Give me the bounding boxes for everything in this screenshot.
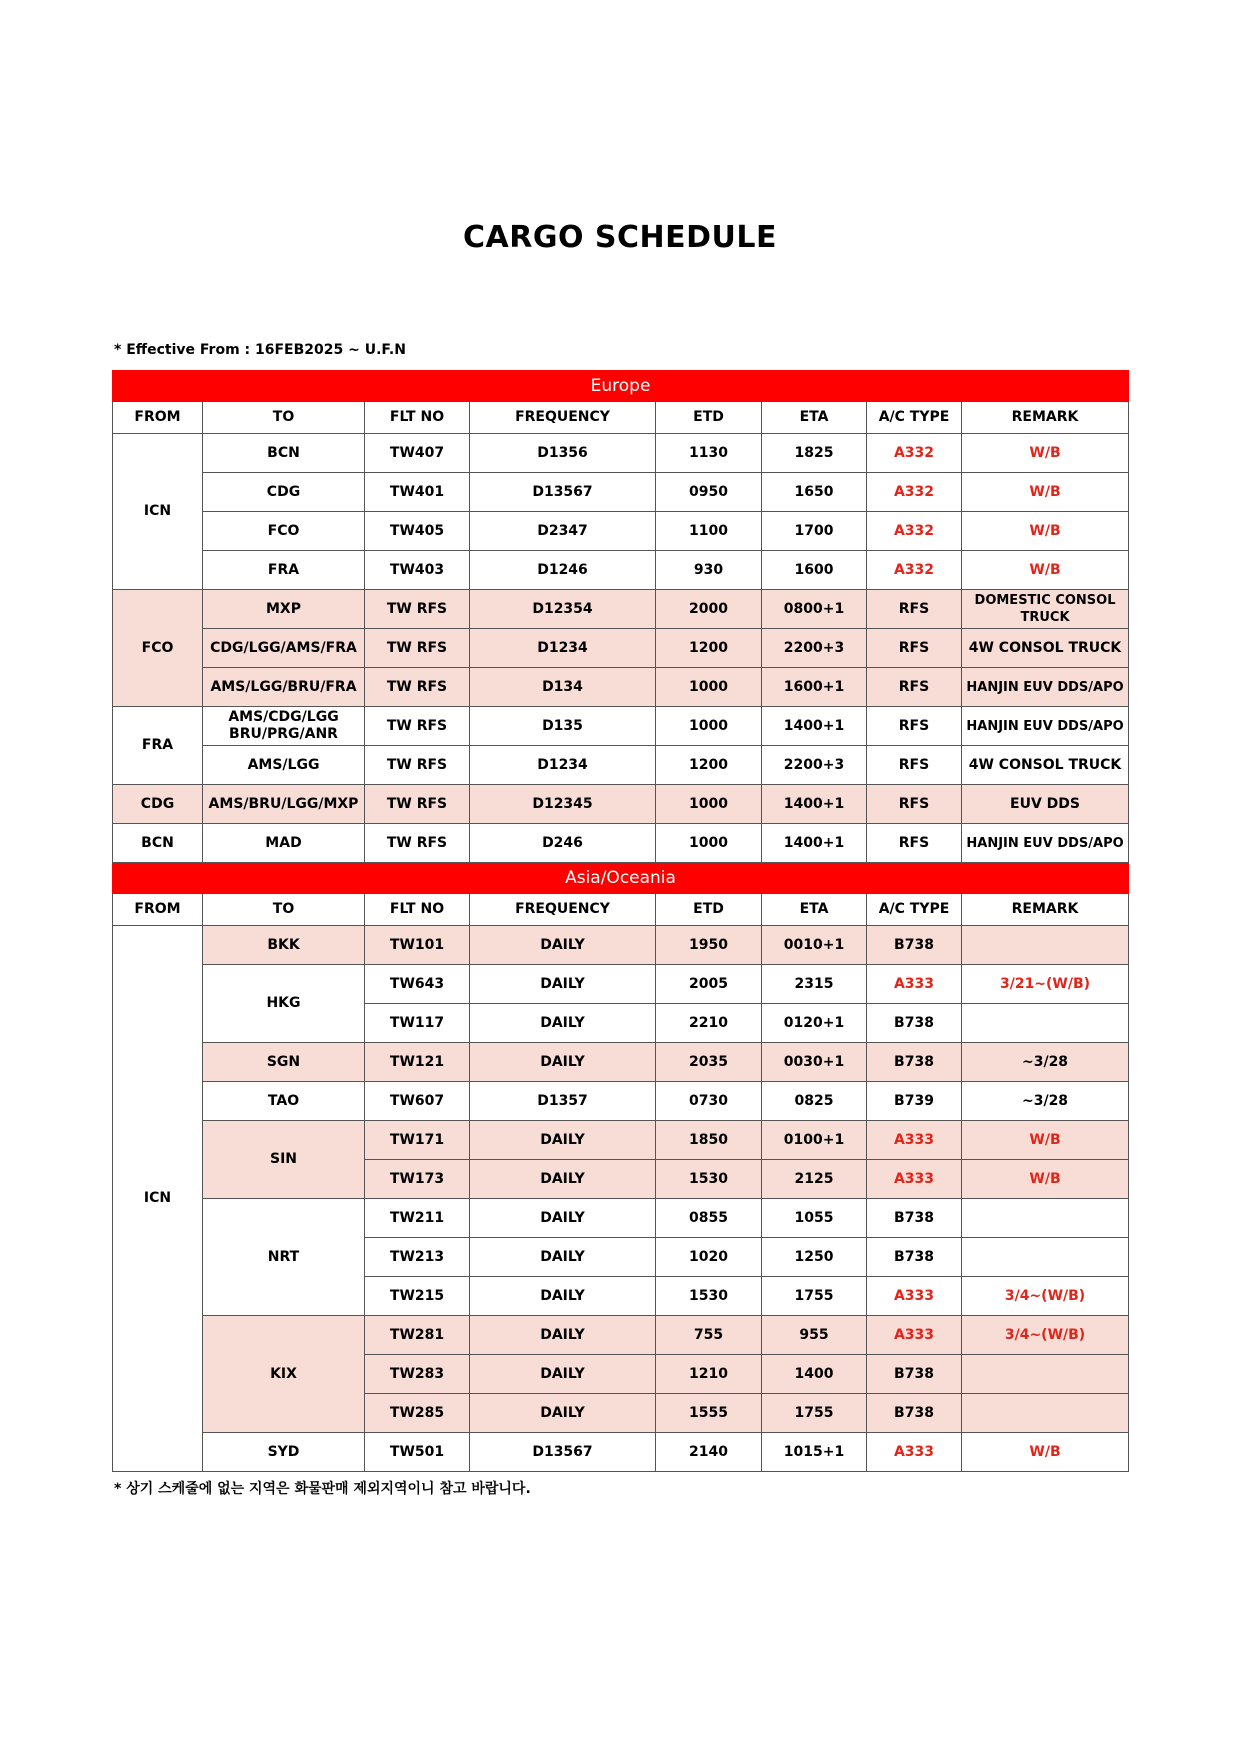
etd-cell: 1200 xyxy=(656,629,762,668)
etd-cell: 1130 xyxy=(656,434,762,473)
ac-type-cell: RFS xyxy=(867,824,962,863)
table-row xyxy=(113,707,1129,746)
eta-cell: 1700 xyxy=(762,512,867,551)
etd-cell: 2005 xyxy=(656,965,762,1004)
flt-no-cell: TW RFS xyxy=(365,668,470,707)
table-row xyxy=(113,824,1129,863)
eta-cell: 0120+1 xyxy=(762,1004,867,1043)
flt-no-cell: TW407 xyxy=(365,434,470,473)
eta-cell: 0030+1 xyxy=(762,1043,867,1082)
ac-type-cell: B739 xyxy=(867,1082,962,1121)
remark-cell xyxy=(962,1004,1129,1043)
eta-cell: 0010+1 xyxy=(762,926,867,965)
ac-type-cell: RFS xyxy=(867,785,962,824)
region-header xyxy=(113,371,1129,402)
flt-no-cell: TW283 xyxy=(365,1355,470,1394)
flt-no-cell: TW215 xyxy=(365,1277,470,1316)
ac-type-cell: B738 xyxy=(867,1238,962,1277)
flt-no-cell: TW RFS xyxy=(365,629,470,668)
etd-cell: 1530 xyxy=(656,1160,762,1199)
remark-cell: W/B xyxy=(962,1433,1129,1472)
to-cell: AMS/LGG xyxy=(203,746,365,785)
eta-cell: 1600+1 xyxy=(762,668,867,707)
from-cell: FRA xyxy=(113,707,203,785)
frequency-cell: DAILY xyxy=(470,1394,656,1433)
column-header-remark: REMARK xyxy=(962,402,1129,434)
ac-type-cell: B738 xyxy=(867,1004,962,1043)
remark-cell: ~3/28 xyxy=(962,1043,1129,1082)
ac-type-cell: RFS xyxy=(867,590,962,629)
ac-type-cell: A332 xyxy=(867,551,962,590)
remark-cell: EUV DDS xyxy=(962,785,1129,824)
flt-no-cell: TW607 xyxy=(365,1082,470,1121)
eta-cell: 1400+1 xyxy=(762,707,867,746)
flt-no-cell: TW173 xyxy=(365,1160,470,1199)
etd-cell: 1000 xyxy=(656,824,762,863)
effective-date: * Effective From : 16FEB2025 ~ U.F.N xyxy=(114,342,406,358)
remark-cell: 4W CONSOL TRUCK xyxy=(962,746,1129,785)
from-cell: FCO xyxy=(113,590,203,707)
flt-no-cell: TW RFS xyxy=(365,824,470,863)
to-cell: HKG xyxy=(203,965,365,1043)
etd-cell: 1100 xyxy=(656,512,762,551)
frequency-cell: D1246 xyxy=(470,551,656,590)
flt-no-cell: TW211 xyxy=(365,1199,470,1238)
column-header-frequency: FREQUENCY xyxy=(470,402,656,434)
eta-cell: 1755 xyxy=(762,1394,867,1433)
from-cell: BCN xyxy=(113,824,203,863)
flt-no-cell: TW405 xyxy=(365,512,470,551)
column-header-etd: ETD xyxy=(656,402,762,434)
eta-cell: 0100+1 xyxy=(762,1121,867,1160)
eta-cell: 2200+3 xyxy=(762,746,867,785)
column-header-to: TO xyxy=(203,402,365,434)
to-cell: BKK xyxy=(203,926,365,965)
eta-cell: 1055 xyxy=(762,1199,867,1238)
remark-cell xyxy=(962,1199,1129,1238)
ac-type-cell: B738 xyxy=(867,926,962,965)
frequency-cell: DAILY xyxy=(470,1004,656,1043)
region-title: Asia/Oceania xyxy=(113,863,1129,894)
table-row xyxy=(113,965,1129,1004)
column-header-ac-type: A/C TYPE xyxy=(867,402,962,434)
frequency-cell: DAILY xyxy=(470,965,656,1004)
flt-no-cell: TW285 xyxy=(365,1394,470,1433)
frequency-cell: DAILY xyxy=(470,1043,656,1082)
to-cell: KIX xyxy=(203,1316,365,1433)
column-header-ac-type: A/C TYPE xyxy=(867,894,962,926)
remark-cell: 3/21~(W/B) xyxy=(962,965,1129,1004)
to-cell: MAD xyxy=(203,824,365,863)
etd-cell: 2035 xyxy=(656,1043,762,1082)
column-header-eta: ETA xyxy=(762,402,867,434)
frequency-cell: D13567 xyxy=(470,1433,656,1472)
column-header-remark: REMARK xyxy=(962,894,1129,926)
etd-cell: 0855 xyxy=(656,1199,762,1238)
page-title: CARGO SCHEDULE xyxy=(462,220,777,255)
remark-cell xyxy=(962,1394,1129,1433)
frequency-cell: D1357 xyxy=(470,1082,656,1121)
ac-type-cell: RFS xyxy=(867,629,962,668)
ac-type-cell: A332 xyxy=(867,512,962,551)
remark-cell: 3/4~(W/B) xyxy=(962,1277,1129,1316)
remark-cell xyxy=(962,926,1129,965)
remark-cell xyxy=(962,1355,1129,1394)
remark-cell: 4W CONSOL TRUCK xyxy=(962,629,1129,668)
etd-cell: 1000 xyxy=(656,785,762,824)
eta-cell: 0825 xyxy=(762,1082,867,1121)
ac-type-cell: A333 xyxy=(867,1121,962,1160)
remark-cell: W/B xyxy=(962,473,1129,512)
remark-cell: W/B xyxy=(962,1160,1129,1199)
flt-no-cell: TW117 xyxy=(365,1004,470,1043)
ac-type-cell: A333 xyxy=(867,1433,962,1472)
flt-no-cell: TW RFS xyxy=(365,746,470,785)
frequency-cell: DAILY xyxy=(470,1277,656,1316)
eta-cell: 1825 xyxy=(762,434,867,473)
eta-cell: 2125 xyxy=(762,1160,867,1199)
ac-type-cell: A333 xyxy=(867,1316,962,1355)
region-title: Europe xyxy=(113,371,1129,402)
flt-no-cell: TW121 xyxy=(365,1043,470,1082)
remark-cell: W/B xyxy=(962,434,1129,473)
etd-cell: 1210 xyxy=(656,1355,762,1394)
remark-cell: W/B xyxy=(962,551,1129,590)
flt-no-cell: TW643 xyxy=(365,965,470,1004)
eta-cell: 1250 xyxy=(762,1238,867,1277)
table-row xyxy=(113,746,1129,785)
frequency-cell: DAILY xyxy=(470,1355,656,1394)
etd-cell: 1950 xyxy=(656,926,762,965)
eta-cell: 1600 xyxy=(762,551,867,590)
frequency-cell: D12354 xyxy=(470,590,656,629)
from-cell: ICN xyxy=(113,434,203,590)
table-row xyxy=(113,1433,1129,1472)
table-row xyxy=(113,512,1129,551)
column-header-frequency: FREQUENCY xyxy=(470,894,656,926)
flt-no-cell: TW171 xyxy=(365,1121,470,1160)
cargo-schedule-table xyxy=(112,370,1129,1472)
column-header-etd: ETD xyxy=(656,894,762,926)
flt-no-cell: TW501 xyxy=(365,1433,470,1472)
ac-type-cell: B738 xyxy=(867,1355,962,1394)
ac-type-cell: B738 xyxy=(867,1043,962,1082)
to-cell: CDG xyxy=(203,473,365,512)
flt-no-cell: TW213 xyxy=(365,1238,470,1277)
flt-no-cell: TW401 xyxy=(365,473,470,512)
to-cell: CDG/LGG/AMS/FRA xyxy=(203,629,365,668)
ac-type-cell: A333 xyxy=(867,965,962,1004)
table-row xyxy=(113,1121,1129,1160)
etd-cell: 2140 xyxy=(656,1433,762,1472)
frequency-cell: D2347 xyxy=(470,512,656,551)
frequency-cell: DAILY xyxy=(470,1121,656,1160)
column-header-from: FROM xyxy=(113,894,203,926)
ac-type-cell: B738 xyxy=(867,1199,962,1238)
table-row xyxy=(113,551,1129,590)
footnote: * 상기 스케줄에 없는 지역은 화물판매 제외지역이니 참고 바랍니다. xyxy=(114,1481,531,1497)
to-cell: SGN xyxy=(203,1043,365,1082)
remark-cell xyxy=(962,1238,1129,1277)
eta-cell: 1400+1 xyxy=(762,785,867,824)
etd-cell: 1555 xyxy=(656,1394,762,1433)
to-cell: AMS/BRU/LGG/MXP xyxy=(203,785,365,824)
from-cell: ICN xyxy=(113,926,203,1472)
table-row xyxy=(113,473,1129,512)
eta-cell: 955 xyxy=(762,1316,867,1355)
to-cell: BCN xyxy=(203,434,365,473)
frequency-cell: DAILY xyxy=(470,1316,656,1355)
column-header-row xyxy=(113,402,1129,434)
etd-cell: 2000 xyxy=(656,590,762,629)
table-row xyxy=(113,1082,1129,1121)
eta-cell: 2200+3 xyxy=(762,629,867,668)
etd-cell: 755 xyxy=(656,1316,762,1355)
flt-no-cell: TW RFS xyxy=(365,707,470,746)
remark-cell: 3/4~(W/B) xyxy=(962,1316,1129,1355)
frequency-cell: DAILY xyxy=(470,1199,656,1238)
to-cell: TAO xyxy=(203,1082,365,1121)
flt-no-cell: TW403 xyxy=(365,551,470,590)
frequency-cell: D246 xyxy=(470,824,656,863)
to-cell: SIN xyxy=(203,1121,365,1199)
from-cell: CDG xyxy=(113,785,203,824)
eta-cell: 1755 xyxy=(762,1277,867,1316)
eta-cell: 2315 xyxy=(762,965,867,1004)
frequency-cell: DAILY xyxy=(470,1160,656,1199)
table-row xyxy=(113,629,1129,668)
ac-type-cell: RFS xyxy=(867,668,962,707)
flt-no-cell: TW281 xyxy=(365,1316,470,1355)
table-row xyxy=(113,590,1129,629)
flt-no-cell: TW RFS xyxy=(365,590,470,629)
table-row xyxy=(113,1199,1129,1238)
table-row xyxy=(113,1043,1129,1082)
eta-cell: 1400+1 xyxy=(762,824,867,863)
frequency-cell: DAILY xyxy=(470,1238,656,1277)
column-header-eta: ETA xyxy=(762,894,867,926)
etd-cell: 1000 xyxy=(656,668,762,707)
remark-cell: ~3/28 xyxy=(962,1082,1129,1121)
frequency-cell: D1234 xyxy=(470,629,656,668)
to-cell: SYD xyxy=(203,1433,365,1472)
flt-no-cell: TW RFS xyxy=(365,785,470,824)
remark-cell: DOMESTIC CONSOL TRUCK xyxy=(962,590,1129,629)
to-cell: FCO xyxy=(203,512,365,551)
table-row xyxy=(113,926,1129,965)
ac-type-cell: A332 xyxy=(867,473,962,512)
eta-cell: 1650 xyxy=(762,473,867,512)
etd-cell: 2210 xyxy=(656,1004,762,1043)
column-header-from: FROM xyxy=(113,402,203,434)
etd-cell: 0950 xyxy=(656,473,762,512)
etd-cell: 0730 xyxy=(656,1082,762,1121)
remark-cell: W/B xyxy=(962,1121,1129,1160)
etd-cell: 1200 xyxy=(656,746,762,785)
frequency-cell: D1234 xyxy=(470,746,656,785)
etd-cell: 1020 xyxy=(656,1238,762,1277)
frequency-cell: D135 xyxy=(470,707,656,746)
ac-type-cell: RFS xyxy=(867,707,962,746)
eta-cell: 1400 xyxy=(762,1355,867,1394)
frequency-cell: D13567 xyxy=(470,473,656,512)
to-cell: MXP xyxy=(203,590,365,629)
table-row xyxy=(113,434,1129,473)
ac-type-cell: RFS xyxy=(867,746,962,785)
frequency-cell: DAILY xyxy=(470,926,656,965)
frequency-cell: D134 xyxy=(470,668,656,707)
etd-cell: 1850 xyxy=(656,1121,762,1160)
remark-cell: HANJIN EUV DDS/APO xyxy=(962,668,1129,707)
table-row xyxy=(113,1316,1129,1355)
ac-type-cell: A333 xyxy=(867,1277,962,1316)
ac-type-cell: B738 xyxy=(867,1394,962,1433)
column-header-row xyxy=(113,894,1129,926)
table-row xyxy=(113,668,1129,707)
to-cell: AMS/CDG/LGG BRU/PRG/ANR xyxy=(203,707,365,746)
etd-cell: 1000 xyxy=(656,707,762,746)
remark-cell: HANJIN EUV DDS/APO xyxy=(962,824,1129,863)
column-header-flt-no: FLT NO xyxy=(365,402,470,434)
flt-no-cell: TW101 xyxy=(365,926,470,965)
to-cell: NRT xyxy=(203,1199,365,1316)
to-cell: AMS/LGG/BRU/FRA xyxy=(203,668,365,707)
etd-cell: 930 xyxy=(656,551,762,590)
eta-cell: 1015+1 xyxy=(762,1433,867,1472)
eta-cell: 0800+1 xyxy=(762,590,867,629)
ac-type-cell: A332 xyxy=(867,434,962,473)
region-header xyxy=(113,863,1129,894)
etd-cell: 1530 xyxy=(656,1277,762,1316)
frequency-cell: D12345 xyxy=(470,785,656,824)
remark-cell: W/B xyxy=(962,512,1129,551)
remark-cell: HANJIN EUV DDS/APO xyxy=(962,707,1129,746)
ac-type-cell: A333 xyxy=(867,1160,962,1199)
column-header-to: TO xyxy=(203,894,365,926)
table-row xyxy=(113,785,1129,824)
to-cell: FRA xyxy=(203,551,365,590)
column-header-flt-no: FLT NO xyxy=(365,894,470,926)
frequency-cell: D1356 xyxy=(470,434,656,473)
